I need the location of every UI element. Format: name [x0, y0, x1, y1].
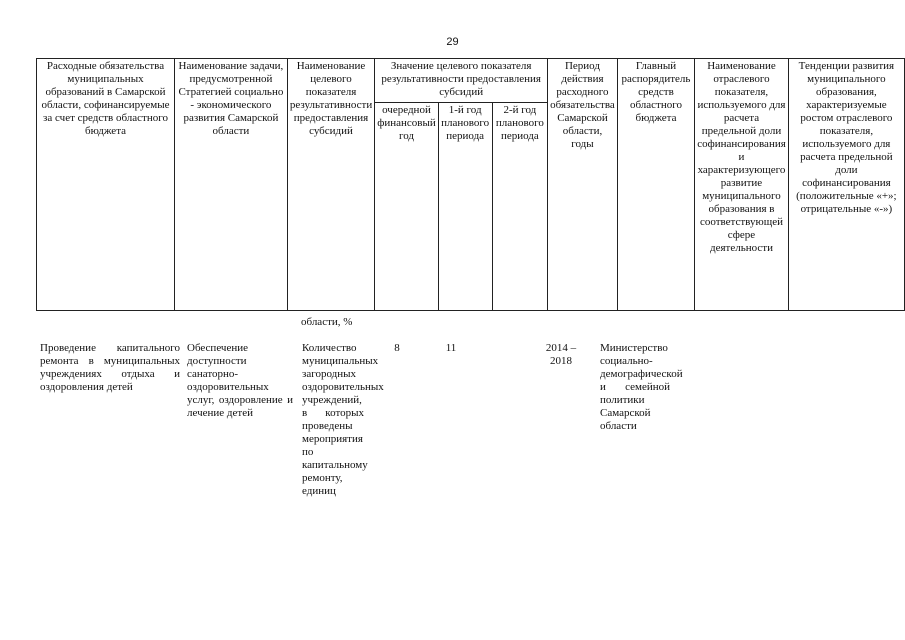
header-current-year: очередной финансовый год — [375, 103, 439, 311]
row-value-plan-1: 11 — [445, 342, 457, 354]
header-period: Период действия расходного обязательства Самарской области, годы — [548, 59, 618, 311]
header-plan-year-2: 2-й год планового периода — [492, 103, 548, 311]
row-period: 2014 – 2018 — [545, 342, 577, 367]
header-task: Наименование задачи, предусмотренной Стратегией социально - экономического развития Самарской области — [175, 59, 288, 311]
header-indicator-value-group: Значение целевого показателя результативности предоставления субсидий — [375, 59, 548, 103]
header-sector-indicator: Наименование отраслевого показателя, используемого для расчета предельной доли софинансирования и характеризующего развитие муниципального образования в соответствующей сфере деятельности — [695, 59, 789, 311]
row-budget-manager: Министерство социально-демографической и семейной политики Самарской области — [600, 342, 683, 432]
page-number: 29 — [446, 36, 459, 48]
header-indicator: Наименование целевого показателя результативности предоставления субсидий — [287, 59, 374, 311]
row-task: Обеспечение доступности санаторно-оздоровительных услуг, оздоровление и лечение детей — [187, 342, 293, 419]
row-indicator: Количество муниципальных загородных оздоровительных учреждений, в которых проведены мероприятия по капитальному ремонту, единиц — [302, 342, 384, 497]
header-trends: Тенденции развития муниципального образования, характеризуемые ростом отраслевого показателя, используемого для расчета предельной доли софинансирования (положительные «+»; отрицательные «-») — [788, 59, 904, 311]
header-budget-manager: Главный распорядитель средств областного бюджета — [617, 59, 694, 311]
header-plan-year-1: 1-й год планового периода — [438, 103, 492, 311]
header-table — [36, 58, 905, 311]
row-obligation: Проведение капитального ремонта в муниципальных учреждениях отдыха и оздоровления детей — [40, 342, 180, 393]
row-value-current: 8 — [394, 342, 400, 354]
indicator-continuation: области, % — [301, 316, 353, 328]
header-obligations: Расходные обязательства муниципальных образований в Самарской области, софинансируемые за счет средств областного бюджета — [37, 59, 175, 311]
